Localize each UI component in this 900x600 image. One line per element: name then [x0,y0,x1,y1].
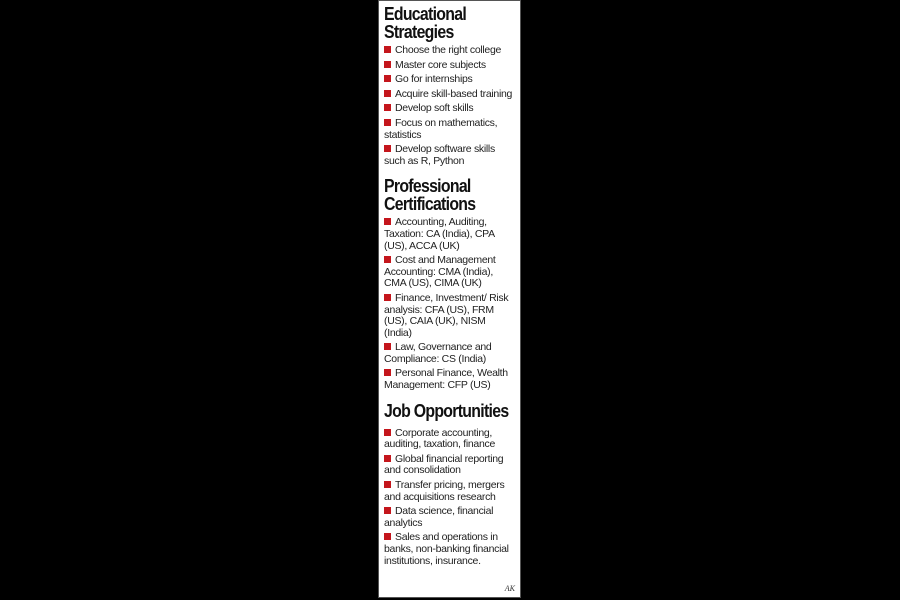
list-item-text: Go for internships [395,73,473,86]
square-bullet-icon [384,46,391,53]
section-title [384,177,499,213]
square-bullet-icon [384,119,391,126]
square-bullet-icon [384,507,391,514]
list-item [384,342,515,365]
square-bullet-icon [384,75,391,82]
list-item [384,89,515,101]
list-item-text: Finance, Investment/ Risk analysis: CFA (US), FRM (US), CAIA (UK), NISM (India) [384,291,509,339]
section-title-line: Strategies [384,22,454,42]
section-educational-strategies [384,5,515,167]
list-item [384,480,515,503]
list-item-text: Master core subjects [395,58,486,71]
list-item [384,293,515,339]
square-bullet-icon [384,61,391,68]
list-item [384,428,515,451]
square-bullet-icon [384,256,391,263]
list-item [384,255,515,290]
section-title-line: Educational [384,4,467,24]
list-item-text: Acquire skill-based training [395,87,513,100]
list-item [384,368,515,391]
bullet-list [384,428,515,568]
list-item-text: Law, Governance and Compliance: CS (India) [384,341,492,365]
section-title-line: Certifications [384,194,476,215]
artist-signature: AK [504,584,515,593]
square-bullet-icon [384,481,391,488]
section-title [384,5,499,41]
square-bullet-icon [384,429,391,436]
list-item-text: Transfer pricing, mergers and acquisitions research [384,479,505,503]
list-item [384,532,515,567]
bullet-list [384,217,515,391]
list-item [384,60,515,72]
list-item [384,45,515,57]
section-title-line: Professional [384,176,471,197]
infographic-panel [378,0,521,598]
list-item [384,144,515,167]
section-title-line: Job Opportunities [384,400,509,421]
list-item-text: Choose the right college [395,44,502,56]
list-item-text: Develop software skills such as R, Python [384,143,495,167]
list-item-text: Accounting, Auditing, Taxation: CA (India), CPA (US), ACCA (UK) [384,216,495,252]
square-bullet-icon [384,104,391,111]
square-bullet-icon [384,145,391,152]
square-bullet-icon [384,90,391,97]
list-item-text: Data science, financial analytics [384,505,494,529]
list-item [384,118,515,141]
list-item [384,103,515,115]
list-item [384,454,515,477]
list-item-text: Corporate accounting, auditing, taxation, finance [384,426,495,451]
list-item-text: Focus on mathematics, statistics [384,116,498,141]
bullet-list [384,45,515,167]
list-item-text: Personal Finance, Wealth Management: CFP (US) [384,367,508,392]
list-item [384,506,515,529]
square-bullet-icon [384,533,391,540]
list-item-text: Global financial reporting and consolidation [384,452,504,477]
square-bullet-icon [384,343,391,350]
square-bullet-icon [384,294,391,301]
square-bullet-icon [384,369,391,376]
list-item-text: Develop soft skills [395,102,474,115]
square-bullet-icon [384,218,391,225]
list-item [384,74,515,86]
list-item-text: Sales and operations in banks, non-banking financial institutions, insurance. [384,531,509,567]
square-bullet-icon [384,455,391,462]
section-professional-certifications [384,177,515,391]
list-item-text: Cost and Management Accounting: CMA (India), CMA (US), CIMA (UK) [384,254,496,290]
section-job-opportunities [384,402,515,568]
list-item [384,217,515,252]
section-title [384,400,509,421]
